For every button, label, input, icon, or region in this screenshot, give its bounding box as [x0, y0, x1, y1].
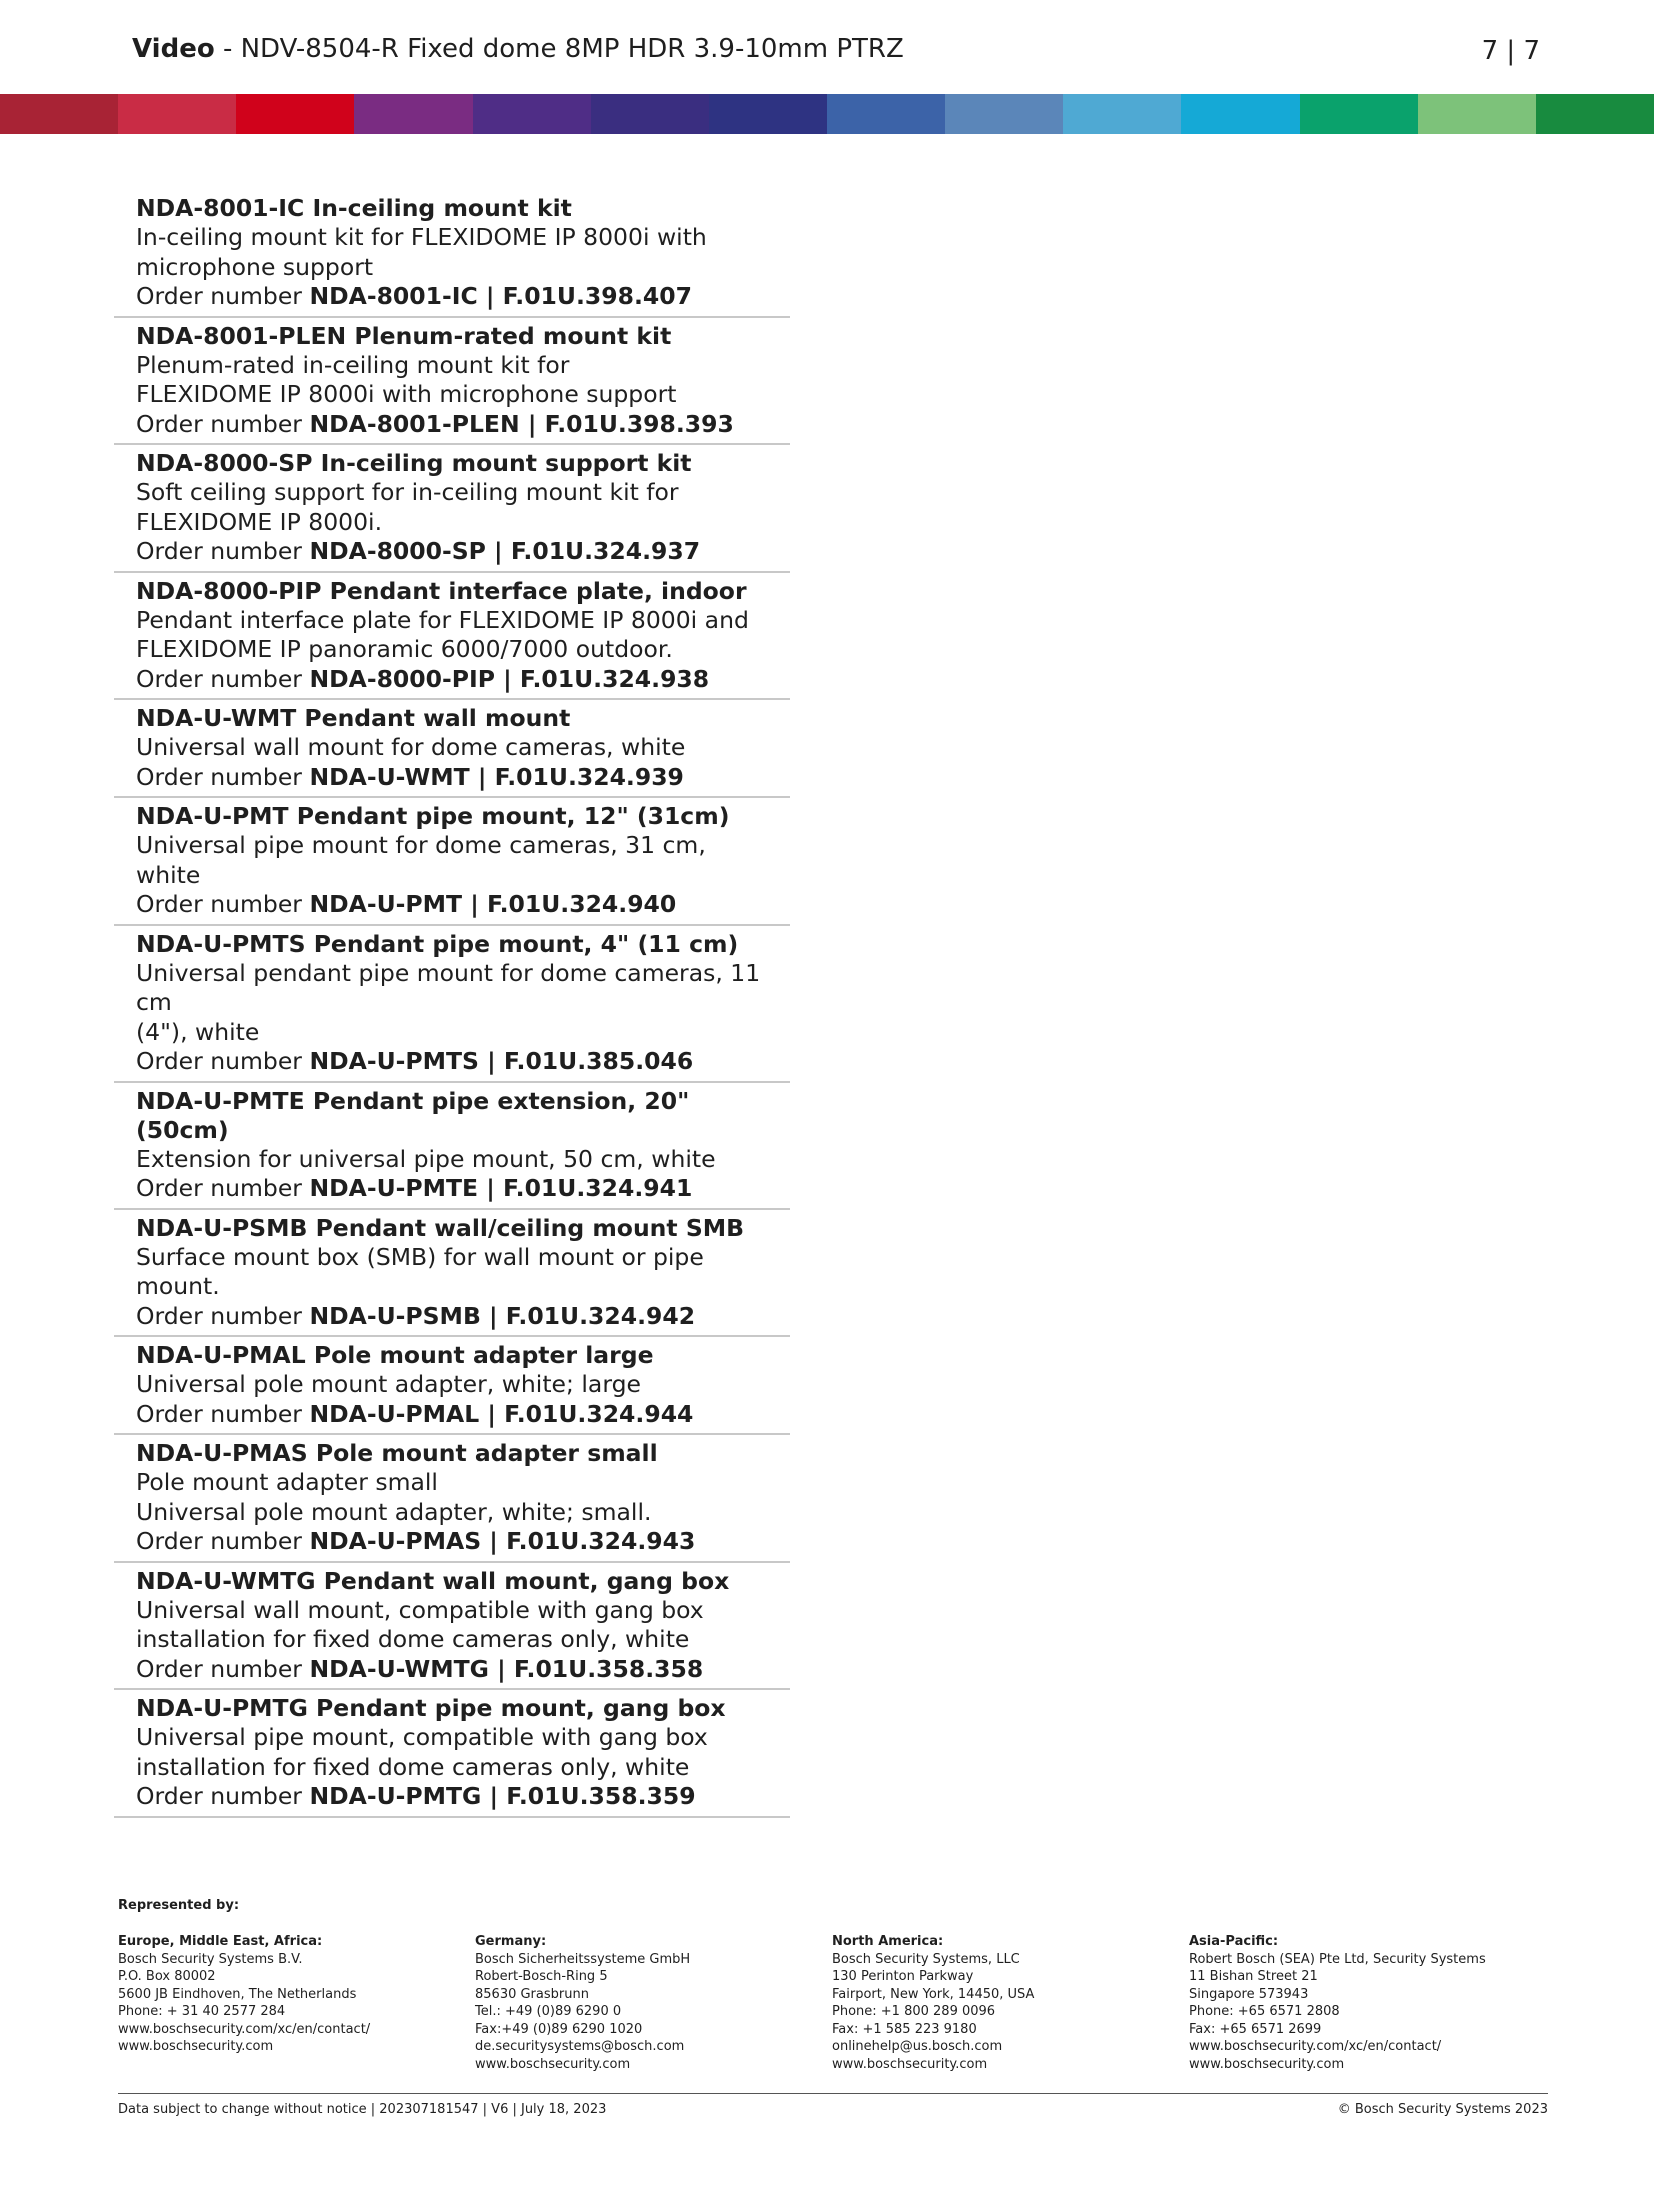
- order-number: NDA-U-WMT | F.01U.324.939: [309, 762, 684, 791]
- accessory-item: [114, 926, 790, 1083]
- accessory-title: NDA-U-PSMB Pendant wall/ceiling mount SMB: [136, 1213, 745, 1242]
- color-band: [0, 94, 1654, 134]
- contact-columns: [118, 1933, 1548, 2073]
- color-band-segment: [118, 94, 236, 134]
- color-band-segment: [1181, 94, 1299, 134]
- order-label: Order number: [136, 537, 302, 565]
- color-band-segment: [1300, 94, 1418, 134]
- order-number: NDA-U-WMTG | F.01U.358.358: [309, 1654, 704, 1683]
- accessory-description: Universal wall mount, compatible with gang box installation for fixed dome cameras only, white: [136, 1595, 704, 1653]
- color-band-segment: [591, 94, 709, 134]
- accessory-item: [114, 1690, 790, 1818]
- accessory-title: NDA-U-PMAL Pole mount adapter large: [136, 1341, 654, 1369]
- contact-column: [832, 1933, 1189, 2073]
- document-header: [132, 34, 904, 64]
- accessory-item: [114, 1083, 790, 1210]
- order-label: Order number: [136, 1654, 302, 1683]
- footer-copyright: © Bosch Security Systems 2023: [1337, 2102, 1548, 2117]
- contact-line: www.boschsecurity.com: [832, 2056, 988, 2072]
- order-number: NDA-U-PMTE | F.01U.324.941: [309, 1174, 693, 1202]
- contact-line: Fairport, New York, 14450, USA: [832, 1986, 1035, 2002]
- contact-line: Phone: +1 800 289 0096: [832, 2004, 996, 2019]
- contact-line: Phone: +65 6571 2808: [1189, 2004, 1340, 2019]
- contact-line: Bosch Security Systems B.V.: [118, 1951, 303, 1967]
- order-number: NDA-U-PMTS | F.01U.385.046: [309, 1047, 694, 1075]
- contact-region: Germany:: [475, 1934, 547, 1949]
- order-label: Order number: [136, 1527, 302, 1555]
- accessory-item: [114, 1563, 790, 1691]
- contact-line: Fax: +1 585 223 9180: [832, 2021, 977, 2037]
- accessory-title: NDA-8001-IC In-ceiling mount kit: [136, 194, 572, 222]
- order-label: Order number: [136, 762, 302, 791]
- contact-line: Tel.: +49 (0)89 6290 0: [475, 2004, 622, 2019]
- order-label: Order number: [136, 1782, 302, 1810]
- order-number: NDA-U-PSMB | F.01U.324.942: [309, 1301, 696, 1330]
- contact-line: Bosch Security Systems, LLC: [832, 1951, 1020, 1967]
- order-number: NDA-U-PMAS | F.01U.324.943: [309, 1527, 696, 1555]
- accessory-title: NDA-U-PMTS Pendant pipe mount, 4" (11 cm): [136, 929, 739, 958]
- accessory-title: NDA-U-WMTG Pendant wall mount, gang box: [136, 1566, 730, 1595]
- accessory-description: Universal pole mount adapter, white; large: [136, 1370, 641, 1398]
- order-number: NDA-8001-PLEN | F.01U.398.393: [309, 409, 734, 438]
- accessory-order: [136, 410, 768, 440]
- contact-line: Fax:+49 (0)89 6290 1020: [475, 2021, 643, 2037]
- represented-by-label: Represented by:: [118, 1898, 240, 1913]
- accessory-order: [136, 763, 768, 793]
- page-number: 7 | 7: [1481, 36, 1540, 66]
- order-number: NDA-U-PMT | F.01U.324.940: [309, 890, 677, 918]
- accessory-item: [114, 318, 790, 446]
- contact-line: www.boschsecurity.com: [475, 2056, 631, 2072]
- accessory-item: [114, 798, 790, 926]
- order-number: NDA-8001-IC | F.01U.398.407: [309, 282, 692, 310]
- accessory-item: [114, 573, 790, 701]
- order-label: Order number: [136, 1399, 302, 1428]
- color-band-segment: [473, 94, 591, 134]
- accessory-order: [136, 1047, 768, 1077]
- accessory-description: Surface mount box (SMB) for wall mount or pipe mount.: [136, 1242, 704, 1300]
- accessory-order: [136, 1655, 768, 1685]
- order-number: NDA-8000-PIP | F.01U.324.938: [309, 664, 710, 693]
- contact-region: Europe, Middle East, Africa:: [118, 1934, 323, 1949]
- accessory-title: NDA-U-PMTE Pendant pipe extension, 20" (50cm): [136, 1086, 690, 1144]
- accessory-item: [114, 1210, 790, 1338]
- accessory-description: Extension for universal pipe mount, 50 cm, white: [136, 1144, 716, 1173]
- contact-line: www.boschsecurity.com: [118, 2039, 274, 2054]
- contact-line: 11 Bishan Street 21: [1189, 1969, 1318, 1984]
- header-category: Video: [132, 34, 215, 64]
- contact-region: Asia-Pacific:: [1189, 1934, 1279, 1949]
- contact-column: [118, 1933, 475, 2073]
- accessory-item: [114, 1337, 790, 1435]
- contact-line: www.boschsecurity.com/xc/en/contact/: [1189, 2039, 1442, 2054]
- accessory-title: NDA-U-PMTG Pendant pipe mount, gang box: [136, 1694, 726, 1722]
- order-label: Order number: [136, 1174, 302, 1202]
- accessory-title: NDA-8000-PIP Pendant interface plate, indoor: [136, 576, 747, 605]
- contact-line: Bosch Sicherheitssysteme GmbH: [475, 1951, 691, 1967]
- accessory-order: [136, 890, 768, 920]
- contact-line: Singapore 573943: [1189, 1986, 1309, 2002]
- accessory-title: NDA-8001-PLEN Plenum-rated mount kit: [136, 321, 672, 350]
- order-label: Order number: [136, 409, 302, 438]
- accessory-item: [114, 700, 790, 798]
- contact-line: www.boschsecurity.com/xc/en/contact/: [118, 2021, 371, 2037]
- footer-divider: [118, 2093, 1548, 2094]
- contact-line: de.securitysystems@bosch.com: [475, 2039, 685, 2054]
- accessory-order: [136, 1174, 768, 1204]
- accessory-title: NDA-U-PMT Pendant pipe mount, 12" (31cm): [136, 802, 730, 830]
- accessory-description: Universal pendant pipe mount for dome cameras, 11 cm (4"), white: [136, 958, 761, 1046]
- accessory-description: Universal pipe mount for dome cameras, 31 cm, white: [136, 831, 706, 889]
- accessory-order: [136, 282, 768, 312]
- contact-column: [1189, 1933, 1546, 2073]
- contact-line: www.boschsecurity.com: [1189, 2056, 1345, 2072]
- accessory-description: Universal pipe mount, compatible with gang box installation for fixed dome cameras only, white: [136, 1723, 708, 1781]
- accessory-order: [136, 1782, 768, 1812]
- color-band-segment: [0, 94, 118, 134]
- color-band-segment: [709, 94, 827, 134]
- footer-notice: Data subject to change without notice | 202307181547 | V6 | July 18, 2023: [118, 2102, 607, 2117]
- order-number: NDA-U-PMTG | F.01U.358.359: [309, 1782, 696, 1810]
- header-product: - NDV-8504-R Fixed dome 8MP HDR 3.9-10mm PTRZ: [214, 34, 904, 64]
- color-band-segment: [1063, 94, 1181, 134]
- accessory-description: In-ceiling mount kit for FLEXIDOME IP 8000i with microphone support: [136, 223, 707, 281]
- accessory-order: [136, 1400, 768, 1430]
- contact-line: Robert-Bosch-Ring 5: [475, 1969, 608, 1984]
- contact-region: North America:: [832, 1934, 944, 1949]
- accessory-description: Pendant interface plate for FLEXIDOME IP 8000i and FLEXIDOME IP panoramic 6000/7000 outdoor.: [136, 605, 749, 663]
- contact-line: Robert Bosch (SEA) Pte Ltd, Security Systems: [1189, 1951, 1486, 1967]
- accessory-description: Soft ceiling support for in-ceiling mount kit for FLEXIDOME IP 8000i.: [136, 478, 679, 536]
- color-band-segment: [945, 94, 1063, 134]
- accessory-item: [114, 1435, 790, 1563]
- contact-line: 85630 Grasbrunn: [475, 1986, 589, 2002]
- color-band-segment: [1536, 94, 1654, 134]
- order-label: Order number: [136, 664, 302, 693]
- accessory-order: [136, 537, 768, 567]
- contact-line: Phone: + 31 40 2577 284: [118, 2004, 286, 2019]
- accessory-description: Plenum-rated in-ceiling mount kit for FLEXIDOME IP 8000i with microphone support: [136, 350, 677, 408]
- accessory-item: [114, 445, 790, 573]
- accessory-description: Universal wall mount for dome cameras, white: [136, 733, 686, 761]
- accessory-order: [136, 1527, 768, 1557]
- accessory-list: [114, 190, 790, 1818]
- color-band-segment: [827, 94, 945, 134]
- order-label: Order number: [136, 890, 302, 918]
- order-label: Order number: [136, 1047, 302, 1075]
- contact-line: P.O. Box 80002: [118, 1969, 216, 1984]
- accessory-item: [114, 190, 790, 318]
- contact-column: [475, 1933, 832, 2073]
- order-number: NDA-U-PMAL | F.01U.324.944: [309, 1399, 694, 1428]
- contact-line: 130 Perinton Parkway: [832, 1969, 974, 1984]
- accessory-description: Pole mount adapter small Universal pole mount adapter, white; small.: [136, 1468, 652, 1526]
- contact-line: Fax: +65 6571 2699: [1189, 2021, 1322, 2037]
- color-band-segment: [354, 94, 472, 134]
- order-number: NDA-8000-SP | F.01U.324.937: [309, 537, 701, 565]
- accessory-title: NDA-8000-SP In-ceiling mount support kit: [136, 449, 692, 477]
- color-band-segment: [236, 94, 354, 134]
- order-label: Order number: [136, 282, 302, 310]
- color-band-segment: [1418, 94, 1536, 134]
- contact-line: onlinehelp@us.bosch.com: [832, 2039, 1003, 2054]
- accessory-order: [136, 1302, 768, 1332]
- accessory-order: [136, 665, 768, 695]
- accessory-title: NDA-U-WMT Pendant wall mount: [136, 704, 571, 732]
- contact-line: 5600 JB Eindhoven, The Netherlands: [118, 1986, 357, 2002]
- order-label: Order number: [136, 1301, 302, 1330]
- accessory-title: NDA-U-PMAS Pole mount adapter small: [136, 1439, 658, 1467]
